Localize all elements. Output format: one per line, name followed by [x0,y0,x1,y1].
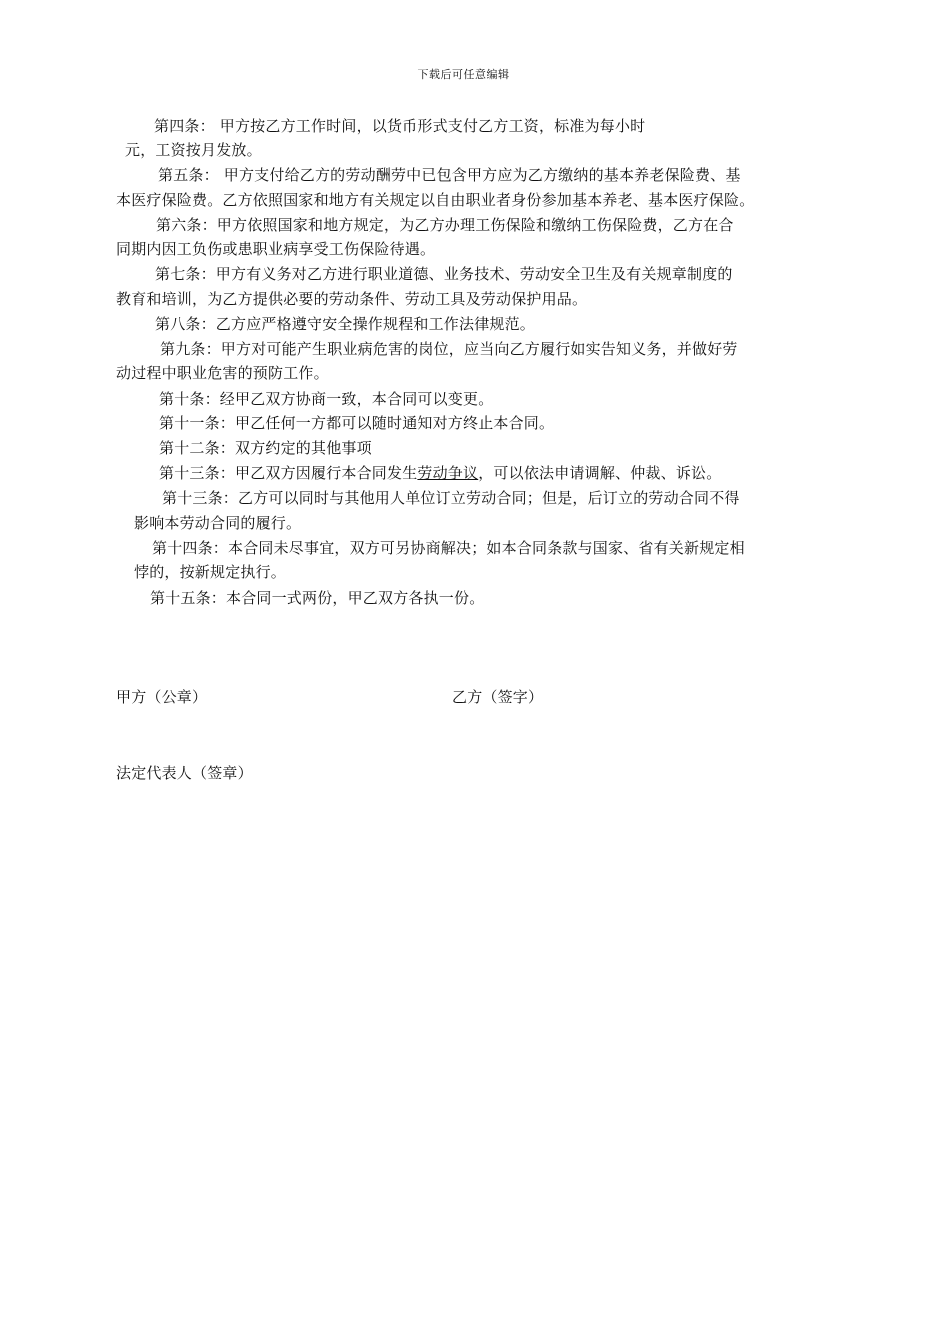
article-12-line-1: 第十二条：双方约定的其他事项 [159,439,372,457]
article-5-line-1: 第五条： 甲方支付给乙方的劳动酬劳中已包含甲方应为乙方缴纳的基本养老保险费、基 [158,166,741,184]
article-14-line-1: 第十四条：本合同未尽事宜，双方可另协商解决；如本合同条款与国家、省有关新规定相 [152,539,745,557]
article-6-line-1: 第六条：甲方依照国家和地方规定，为乙方办理工伤保险和缴纳工伤保险费，乙方在合 [156,216,734,234]
article-9-line-2: 动过程中职业危害的预防工作。 [116,364,329,382]
article-4-line-1: 第四条： 甲方按乙方工作时间，以货币形式支付乙方工资，标准为每小时 [154,117,646,135]
article-5-line-2: 本医疗保险费。乙方依照国家和地方有关规定以自由职业者身份参加基本养老、基本医疗保险。 [116,191,755,209]
labor-dispute-link[interactable]: 劳动争议 [417,464,479,482]
article-13a-line-1 [159,463,721,483]
page-header: 下载后可任意编辑 [417,68,510,81]
article-10-line-1: 第十条：经甲乙双方协商一致，本合同可以变更。 [159,390,494,408]
party-a-seal-label: 甲方（公章） [116,688,208,706]
article-13a-text-end: ，可以依法申请调解、仲裁、诉讼。 [478,464,722,482]
article-7-line-2: 教育和培训，为乙方提供必要的劳动条件、劳动工具及劳动保护用品。 [116,290,588,308]
article-11-line-1: 第十一条：甲乙任何一方都可以随时通知对方终止本合同。 [159,414,555,432]
article-14-line-2: 悖的，按新规定执行。 [134,563,287,581]
article-9-line-1: 第九条：甲方对可能产生职业病危害的岗位，应当向乙方履行如实告知义务，并做好劳 [160,340,738,358]
article-6-line-2: 同期内因工负伤或患职业病享受工伤保险待遇。 [116,240,436,258]
article-13a-text-start: 第十三条：甲乙双方因履行本合同发生 [159,464,418,482]
article-4-line-2: 元，工资按月发放。 [125,141,262,159]
article-13b-line-1: 第十三条：乙方可以同时与其他用人单位订立劳动合同；但是，后订立的劳动合同不得 [162,489,740,507]
article-8-line-1: 第八条：乙方应严格遵守安全操作规程和工作法律规范。 [155,315,536,333]
article-7-line-1: 第七条：甲方有义务对乙方进行职业道德、业务技术、劳动安全卫生及有关规章制度的 [155,265,733,283]
article-13b-line-2: 影响本劳动合同的履行。 [134,514,302,532]
article-15-line-1: 第十五条：本合同一式两份，甲乙双方各执一份。 [150,589,485,607]
legal-representative-label: 法定代表人（签章） [116,764,253,782]
party-b-signature-label: 乙方（签字） [452,688,544,706]
